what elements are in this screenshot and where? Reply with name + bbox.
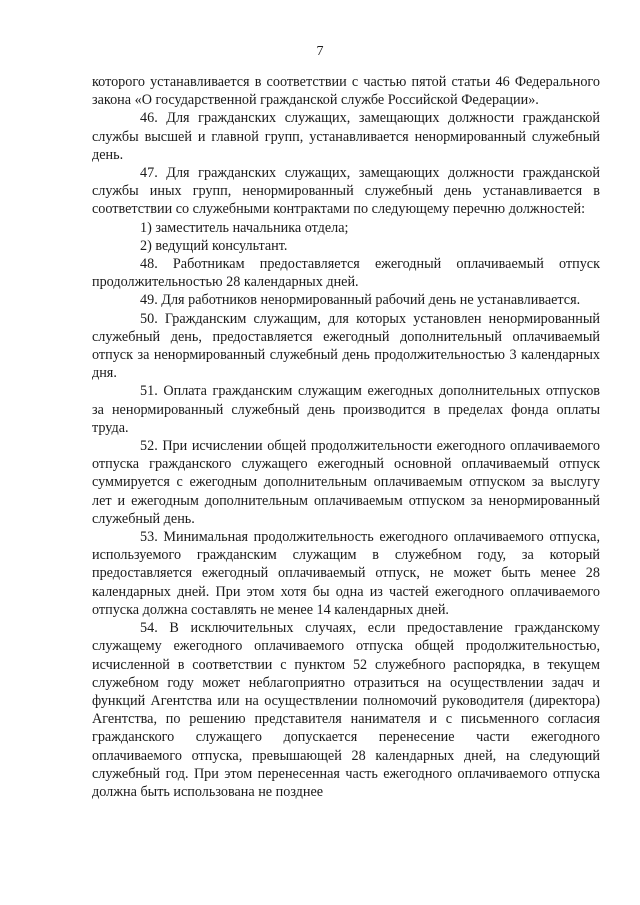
list-item-2: 2) ведущий консультант. (140, 237, 288, 254)
paragraph-46: 46. Для гражданских служащих, замещающих должности гражданской службы высшей и главной групп, устанавливается ненормированный служебный день. (92, 110, 600, 163)
page-number: 7 (316, 44, 324, 59)
paragraph-48: 48. Работникам предоставляется ежегодный оплачиваемый отпуск продолжительностью 28 календарных дней. (92, 256, 600, 291)
paragraph-54: 54. В исключительных случаях, если предоставление гражданскому служащему ежегодного оплачиваемого отпуска общей продолжительностью, исчисленной в соответствии с пунктом 52 служебного распорядка, в текущем служебном году может неблагоприятно отразиться на осуществлении задач и функций Агентства или на осуществлении полномочий руководителя (директора) Агентства, по решению представителя нанимателя и с письменного согласия гражданского служащего допускается перенесение части ежегодного оплачиваемого отпуска, превышающей 28 календарных дней, на следующий служебный год. При этом перенесенная часть ежегодного оплачиваемого отпуска должна быть использована не позднее (92, 620, 600, 800)
list-item-1: 1) заместитель начальника отдела; (140, 219, 349, 236)
paragraph-49: 49. Для работников ненормированный рабочий день не устанавливается. (140, 292, 581, 309)
paragraph-51: 51. Оплата гражданским служащим ежегодных дополнительных отпусков за ненормированный служебный день производится в пределах фонда оплаты труда. (92, 383, 600, 436)
paragraph-52: 52. При исчислении общей продолжительности ежегодного оплачиваемого отпуска гражданского служащего ежегодный основной оплачиваемый отпуск суммируется с ежегодным дополнительным оплачиваемым отпуском за выслугу лет и ежегодным дополнительным оплачиваемым отпуском за ненормированный служебный день. (92, 438, 600, 527)
paragraph-continuation: которого устанавливается в соответствии с частью пятой статьи 46 Федерального закона «О государственной гражданской службе Российской Федерации». (92, 74, 600, 109)
paragraph-50: 50. Гражданским служащим, для которых установлен ненормированный служебный день, предоставляется ежегодный дополнительный оплачиваемый отпуск за ненормированный служебный день продолжительностью 3 календарных дня. (92, 310, 600, 382)
paragraph-53: 53. Минимальная продолжительность ежегодного оплачиваемого отпуска, используемого гражданским служащим в служебном году, за который предоставляется ежегодный оплачиваемый отпуск, не может быть менее 28 календарных дней. При этом хотя бы одна из частей ежегодного оплачиваемого отпуска должна составлять не менее 14 календарных дней. (92, 529, 600, 618)
paragraph-47: 47. Для гражданских служащих, замещающих должности гражданской службы иных групп, ненормированный служебный день устанавливается в соответствии со служебными контрактами по следующему перечню должностей: (92, 165, 600, 218)
document-body (92, 73, 600, 801)
